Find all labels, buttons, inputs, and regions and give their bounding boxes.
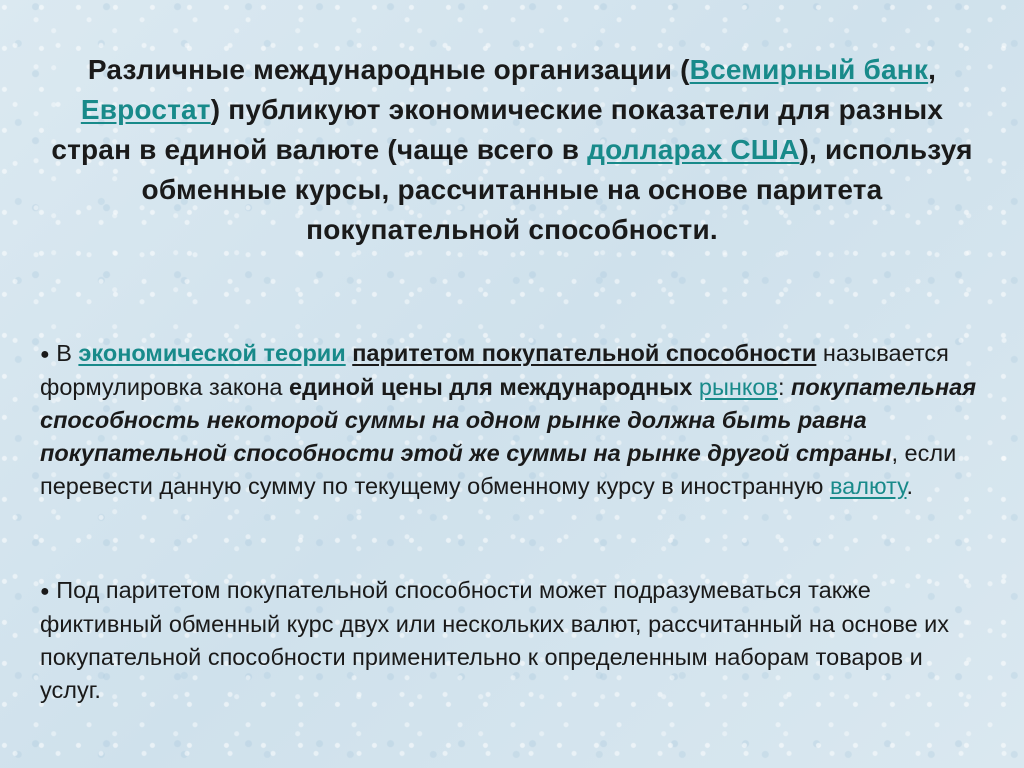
link-markets[interactable]: рынков [698, 374, 778, 400]
link-usd[interactable]: долларах США [587, 134, 800, 165]
ppp-definition-italic: покупательная способность некоторой суммы на одном рынке должна быть равна покупательной способности этой же суммы на рынке другой страны [40, 374, 977, 466]
fictitious-rate-paragraph [40, 574, 990, 707]
link-eurostat[interactable]: Евростат [80, 94, 211, 125]
bullet-icon: ● [40, 346, 50, 363]
para1-text-2: называется формулировка закона [40, 340, 949, 400]
para2-text: Под паритетом покупательной способности может подразумеваться также фиктивный обменный курс двух или нескольких валют, рассчитанный на основе их покупательной способности применительно к определенным наборам товаров и услуг. [40, 577, 950, 703]
link-currency[interactable]: валюту [829, 473, 907, 499]
intro-text-2: ) публикуют экономические показатели для разных стран в единой валюте (чаще всего в [51, 94, 944, 165]
link-world-bank[interactable]: Всемирный банк [689, 54, 929, 85]
para1-text-1: В [49, 340, 79, 366]
intro-text-1: Различные международные организации ( [87, 54, 690, 85]
para1-colon: : [777, 374, 792, 400]
intro-paragraph [50, 50, 974, 250]
intro-comma: , [928, 54, 937, 85]
ppp-definition-paragraph [40, 337, 990, 503]
intro-text-3: ), используя обменные курсы, рассчитанные на основе паритета покупательной способности. [141, 134, 973, 245]
ppp-term: паритетом покупательной способности [352, 340, 817, 366]
para1-dot: . [906, 473, 914, 499]
para1-text-3: , если перевести данную сумму по текущему обменному курсу в иностранную [40, 440, 957, 499]
link-economic-theory[interactable]: экономической теории [78, 340, 346, 366]
law-of-one-price: единой цены для международных [289, 374, 693, 400]
bullet-icon: ● [40, 583, 50, 600]
